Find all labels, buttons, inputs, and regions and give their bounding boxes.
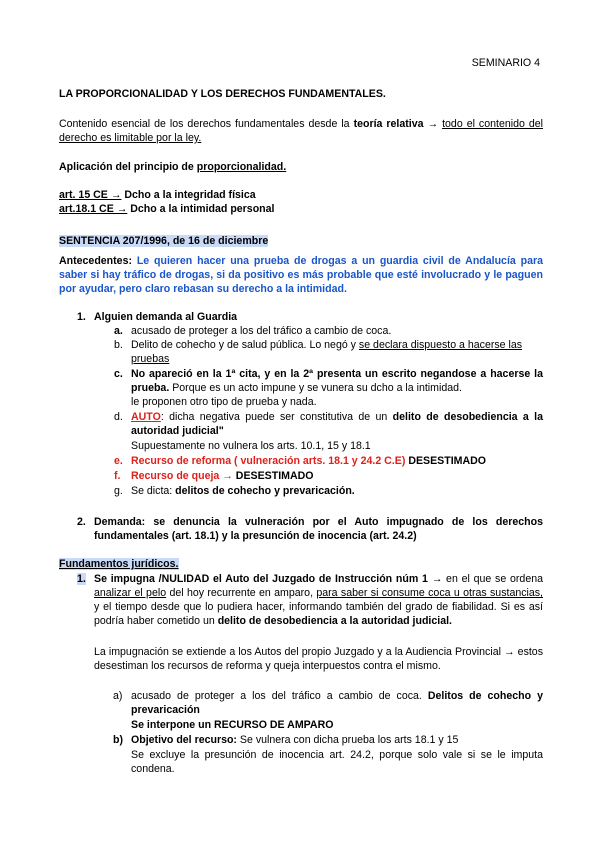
- section-2-number: 2.: [77, 516, 86, 528]
- item-d-line2: Supuestamente no vulnera los arts. 10.1, 15 y 18.1: [131, 440, 371, 452]
- section-1-title: Alguien demanda al Guardia: [94, 311, 238, 323]
- antecedentes-paragraph: Antecedentes: Le quieren hacer una prueba de drogas a un guardia civil de Andalucía para saber si hay tráfico de drogas, si da positivo es más probable que esté involucrado y le paguen por ayudar, pero claro rebasan su derecho a la intimidad.: [59, 255, 543, 295]
- sub-a-marker: a): [113, 690, 123, 702]
- sub-b-marker: b): [113, 734, 123, 746]
- item-c-marker: c.: [114, 368, 123, 380]
- fundamento-1-para2: La impugnación se extiende a los Autos del propio Juzgado y a la Audiencia Provincial → estos desestiman los recursos de reforma y queja interpuestos contra el mismo.: [94, 646, 543, 672]
- page-title: LA PROPORCIONALIDAD Y LOS DERECHOS FUNDAMENTALES.: [59, 88, 386, 100]
- seminar-label: SEMINARIO 4: [471, 57, 540, 69]
- section-2-text: Demanda: se denuncia la vulneración por el Auto impugnado de los derechos fundamentales (art. 18.1) y la presunción de inocencia (art. 24.2): [94, 516, 543, 542]
- intro-paragraph: Contenido esencial de los derechos fundamentales desde la teoría relativa → todo el contenido del derecho es limitable por la ley.: [59, 118, 543, 144]
- fundamento-1-text: Se impugna /NULIDAD el Auto del Juzgado de Instrucción núm 1 → en el que se ordena analizar el pelo del hoy recurrente en amparo, para saber si consume coca u otras sustancias, y el tiempo desde que lo pudiera hacer, informando también del grado de fiabilidad. Si es así podría haber cometido un delito de desobediencia a la autoridad judicial.: [94, 573, 544, 627]
- article-line-1: art. 15 CE → Dcho a la integridad física: [59, 189, 256, 201]
- item-a-text: acusado de proteger a los del tráfico a cambio de coca.: [131, 325, 392, 337]
- item-d-text: AUTO: dicha negativa puede ser constitutiva de un delito de desobediencia a la autoridad judicial": [131, 411, 543, 437]
- item-f-marker: f.: [114, 470, 121, 482]
- item-e-marker: e.: [114, 455, 123, 467]
- sub-a-line2: Se interpone un RECURSO DE AMPARO: [131, 719, 334, 731]
- item-a-marker: a.: [114, 325, 123, 337]
- item-g-text: Se dicta: delitos de cohecho y prevaricación.: [131, 485, 355, 497]
- item-b-marker: b.: [114, 339, 123, 351]
- item-e-text: Recurso de reforma ( vulneración arts. 18.1 y 24.2 C.E) DESESTIMADO: [131, 455, 487, 467]
- section-1-number: 1.: [77, 311, 86, 323]
- item-g-marker: g.: [114, 485, 123, 497]
- sentencia-heading: SENTENCIA 207/1996, de 16 de diciembre: [59, 235, 269, 247]
- item-b-text: Delito de cohecho y de salud pública. Lo negó y se declara dispuesto a hacerse las pruebas: [131, 339, 523, 365]
- sub-b-line2: Se excluye la presunción de inocencia art. 24.2, porque solo vale si se le imputa condena.: [131, 749, 543, 775]
- item-d-marker: d.: [114, 411, 123, 423]
- fundamentos-heading: Fundamentos jurídicos.: [59, 558, 179, 570]
- principle-heading: Aplicación del principio de proporcionalidad.: [59, 161, 287, 173]
- sub-a-text: acusado de proteger a los del tráfico a cambio de coca. Delitos de cohecho y prevaricación: [131, 690, 543, 716]
- item-f-text: Recurso de queja → DESESTIMADO: [131, 470, 314, 482]
- item-c-line2: le proponen otro tipo de prueba y nada.: [131, 396, 317, 408]
- sub-b-text: Objetivo del recurso: Se vulnera con dicha prueba los arts 18.1 y 15: [131, 734, 459, 746]
- article-line-2: art.18.1 CE → Dcho a la intimidad personal: [59, 203, 275, 215]
- item-c-text: No apareció en la 1ª cita, y en la 2ª presenta un escrito negandose a hacerse la prueba. Porque es un acto impune y se vunera su dcho a la intimidad.: [131, 368, 543, 394]
- fundamento-1-number: 1.: [77, 573, 86, 585]
